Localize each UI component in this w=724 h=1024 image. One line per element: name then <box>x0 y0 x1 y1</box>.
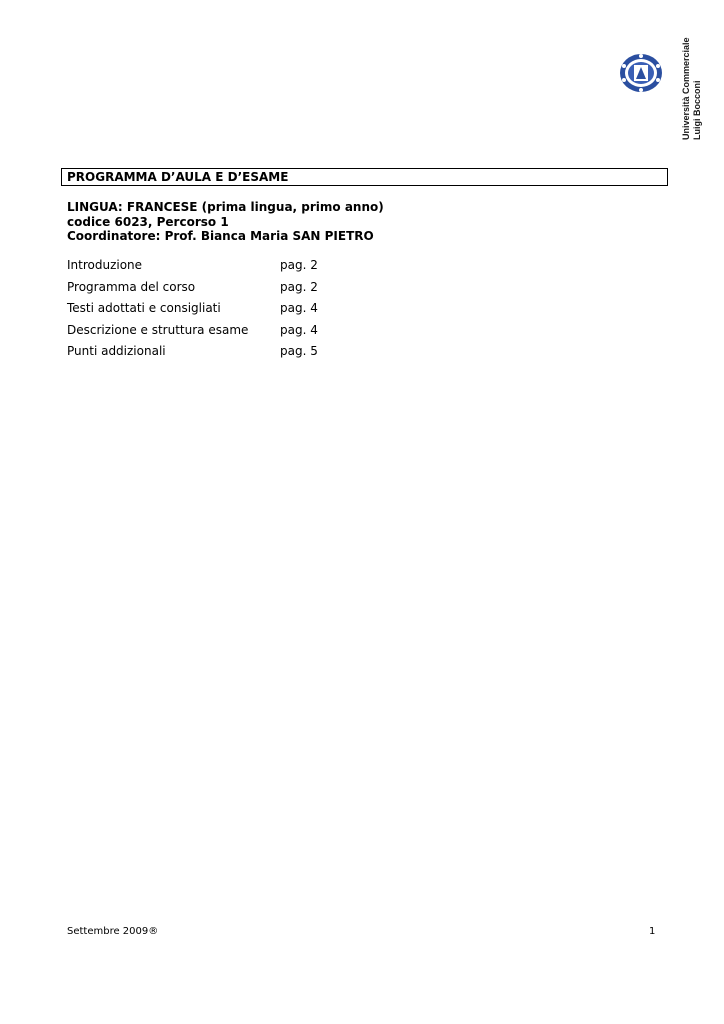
toc-label: Testi adottati e consigliati <box>67 301 221 315</box>
course-coordinator: Coordinatore: Prof. Bianca Maria SAN PIETRO <box>67 229 374 243</box>
toc-row <box>67 322 367 344</box>
toc-label: Programma del corso <box>67 279 196 294</box>
university-name-line-1: Università Commerciale <box>681 37 691 140</box>
footer-page-number: 1 <box>649 926 656 937</box>
course-header <box>67 200 384 244</box>
university-name-line-2: Luigi Bocconi <box>692 80 702 140</box>
university-seal-icon <box>618 52 664 94</box>
toc-row <box>67 343 367 365</box>
toc-page: pag. 4 <box>280 322 318 337</box>
course-code: codice 6023, Percorso 1 <box>67 214 229 229</box>
toc-page: pag. 4 <box>280 301 318 315</box>
table-of-contents <box>67 257 367 365</box>
university-name <box>681 37 705 140</box>
toc-row <box>67 300 367 322</box>
toc-page: pag. 2 <box>280 279 318 294</box>
toc-label: Descrizione e struttura esame <box>67 322 249 337</box>
toc-page: pag. 2 <box>280 258 318 272</box>
footer-date: Settembre 2009® <box>67 926 159 937</box>
toc-page: pag. 5 <box>280 344 318 358</box>
document-title-box: PROGRAMMA D’AULA E D’ESAME <box>61 168 668 186</box>
toc-label: Introduzione <box>67 258 143 272</box>
toc-label: Punti addizionali <box>67 344 166 358</box>
toc-row <box>67 279 367 301</box>
toc-row <box>67 257 367 279</box>
course-name: LINGUA: FRANCESE (prima lingua, primo anno) <box>67 200 384 214</box>
